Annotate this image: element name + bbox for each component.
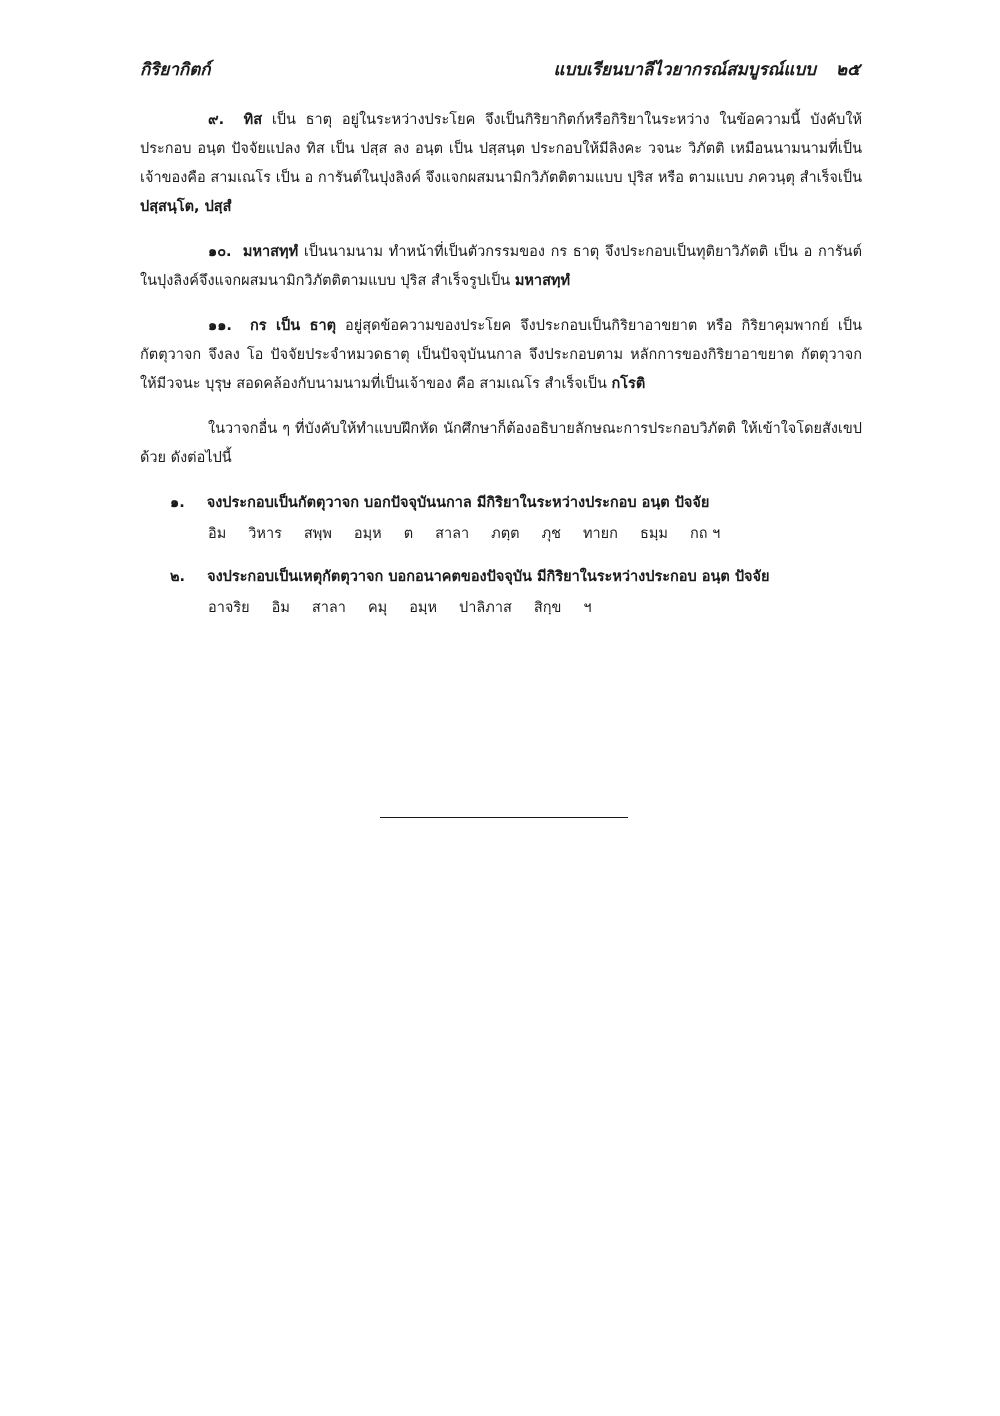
paragraph-number: ๑๑.: [208, 318, 232, 334]
exercise-item: [170, 563, 862, 623]
word: สิกฺข: [533, 600, 562, 616]
chapter-title: กิริยากิตก์: [140, 59, 211, 80]
word: สาลา: [435, 526, 470, 542]
paragraph-number: ๑๐.: [208, 244, 232, 260]
word: สพฺพ: [303, 526, 332, 542]
exercise-words: [208, 520, 862, 549]
paragraph-number: ๙.: [208, 112, 225, 128]
paragraph-keyword: ทิส: [243, 112, 263, 128]
paragraph-result: ปสฺสนฺโต, ปสฺสํ: [140, 199, 232, 215]
paragraph-result: กโรติ: [611, 376, 646, 392]
exercise-heading: [170, 489, 862, 518]
book-title: แบบเรียนบาลีไวยากรณ์สมบูรณ์แบบ: [553, 59, 816, 80]
word: ทายก: [582, 526, 618, 542]
exercise-heading: [170, 563, 862, 592]
word: ปาลิภาส: [459, 600, 512, 616]
word: สาลา: [311, 600, 346, 616]
word: ต: [403, 526, 414, 542]
word: กถ ฯ: [689, 526, 721, 542]
body-text: [140, 106, 862, 637]
exercise-item: [170, 489, 862, 549]
instruction-paragraph: ในวาจกอื่น ๆ ที่บังคับให้ทำแบบฝึกหัด นักศึกษาก็ต้องอธิบายลักษณะการประกอบวิภัตติ ให้เข้าใจโดยสังเขปด้วย ดังต่อไปนี้: [140, 421, 862, 466]
paragraph-keyword: มหาสทฺทํ: [242, 244, 299, 260]
word: ธมฺม: [639, 526, 668, 542]
exercise-number: ๒.: [170, 569, 186, 585]
paragraph-keyword: กร เป็น ธาตุ: [250, 318, 336, 334]
word: อาจริย: [208, 600, 250, 616]
page-number: ๒๕: [835, 59, 860, 80]
page-header: [140, 52, 860, 86]
exercise-words: [208, 594, 862, 623]
exercise-number: ๑.: [170, 495, 185, 511]
paragraph-text: อยู่สุดข้อความของประโยค จึงประกอบเป็นกิริยาอาขยาต หรือ กิริยาคุมพากย์ เป็นกัตตุวาจก จึงลง โอ ปัจจัยประจำหมวดธาตุ เป็นปัจจุบันนกาล จึงประกอบตาม หลักการของกิริยาอาขยาต กัตตุวาจก ให้มีวจนะ บุรุษ สอดคล้องกับนามนามที่เป็นเจ้าของ คือ สามเณโร สำเร็จเป็น: [140, 318, 862, 392]
word: คมุ: [367, 600, 388, 616]
word: วิหาร: [248, 526, 282, 542]
header-right: [553, 56, 860, 83]
paragraph-11: [140, 312, 862, 399]
word: อิม: [208, 526, 227, 542]
exercise-list: [140, 489, 862, 623]
paragraph-10: [140, 238, 862, 296]
paragraph-result: มหาสทฺทํ: [514, 273, 571, 289]
paragraph-9: [140, 106, 862, 222]
paragraph-text: เป็นนามนาม ทำหน้าที่เป็นตัวกรรมของ กร ธาตุ จึงประกอบเป็นทุติยาวิภัตติ เป็น อ การันต์ในปุงลิงค์จึงแจกผสมนามิกวิภัตติตามแบบ ปุริส สำเร็จรูปเป็น: [140, 244, 862, 289]
word: อิม: [271, 600, 290, 616]
word: ภุช: [541, 526, 561, 542]
word: ภตฺต: [491, 526, 520, 542]
end-divider: [380, 817, 628, 818]
paragraph-text: เป็น ธาตุ อยู่ในระหว่างประโยค จึงเป็นกิริยากิตก์หรือกิริยาในระหว่าง ในข้อความนี้ บังคับให้ประกอบ อนฺต ปัจจัยแปลง ทิส เป็น ปสฺส ลง อนฺต เป็น ปสฺสนฺต ประกอบให้มีลิงคะ วจนะ วิภัตติ เหมือนนามนามที่เป็นเจ้าของคือ สามเณโร เป็น อ การันต์ในปุงลิงค์ จึงแจกผสมนามิกวิภัตติตามแบบ ปุริส หรือ ตามแบบ ภควนฺตุ สำเร็จเป็น: [140, 112, 863, 186]
word: ฯ: [583, 600, 592, 616]
word: อมฺห: [353, 526, 382, 542]
exercise-instruction: จงประกอบเป็นเหตุกัตตุวาจก บอกอนาคตของปัจจุบัน มีกิริยาในระหว่างประกอบ อนฺต ปัจจัย: [207, 569, 770, 585]
word: อมฺห: [409, 600, 438, 616]
exercise-instruction: จงประกอบเป็นกัตตุวาจก บอกปัจจุบันนกาล มีกิริยาในระหว่างประกอบ อนฺต ปัจจัย: [206, 495, 710, 511]
